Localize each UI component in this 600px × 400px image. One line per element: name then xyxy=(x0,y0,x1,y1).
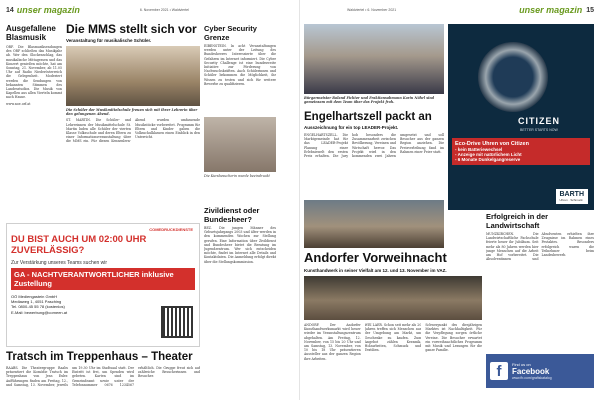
article-photo xyxy=(66,46,200,106)
photo-caption: Bürgermeister Roland Fichter und Fraktionsobmann Karin Nöhrl sind gemeinsam mit dem Team über das Projekt froh. xyxy=(304,96,435,105)
article-subtitle: Ausszeichnung für ein top LEADER-Projekt. xyxy=(304,125,399,130)
facebook-box[interactable] xyxy=(486,354,594,388)
market-photo xyxy=(304,200,444,248)
qr-code-icon[interactable] xyxy=(163,308,191,336)
right-page-header xyxy=(302,0,594,20)
article-photo xyxy=(304,276,482,320)
article-title: Ausgefallene Blasmusik xyxy=(6,24,56,42)
article-body: Schwerpunkt des diesjährigen Marktes ist Nachhaltigkeit. Für die Verpflegung sorgen örtliche Vereine. Die Besucher erwartet ein vorweihnachtliches Programm mit Musik und Lesungen für die ganze Familie. xyxy=(425,323,483,353)
ad-feature: Eco-Drive Uhren von Citizen xyxy=(455,141,529,147)
tratsch-article xyxy=(6,350,200,398)
article-title: Zivildienst oder Bundesheer? xyxy=(204,206,260,224)
shop-subtitle: Uhren · Schmuck xyxy=(559,198,583,202)
page-number: 15 xyxy=(586,6,594,14)
article-title: Engelhartszell packt an xyxy=(304,111,432,123)
ad-feature: - Anzeige mit natürlichem Licht xyxy=(455,152,522,157)
article-body: ENGELHARTSZELL. Die Marktgemeinde hat für das LEADER-Projekt Planung einer Erlebniswelt den ersten Preis erhalten. Die Jury hob besonders die Zusammenarbeit zwischen Bevölkerung, Vereinen und Wirtschaft hervor. Das Projekt wird in den kommenden zwei Jahren umgesetzt und soll Besucher aus der ganzen Region anziehen. Die Preisverleihung fand im Rahmen einer Feier statt. xyxy=(304,133,444,159)
article-body: ORF. Die Blasmusiksendungen des ORF schließen das Musikjahr ab. Wer den Glockenschlag, das musikalische Mittagessen und das Konzert genießen möchte, hat am Sonntag, 21. November, ab 11.05 Uhr auf Radio Niederösterreich die Gelegenheit. Moderiert werden die Sendungen von bekannten Stimmen des Landesstudios. Die Musik von Kapellen aus allen Vierteln kommt nach Hause. xyxy=(6,45,62,100)
facebook-url[interactable]: www.fb.com/grafiskatalog xyxy=(512,376,552,380)
ad-feature: - kein Batteriewechsel xyxy=(455,147,503,152)
article-subtitle: Kunsthandwerk in seiner Vielfalt am 12. und 13. November im VAZ. xyxy=(304,268,447,273)
zivildienst-article xyxy=(204,206,276,396)
article-title: Cyber Security Grenze xyxy=(204,24,257,42)
magazine-logo: unser magazin xyxy=(16,5,80,15)
shop-name: BARTH xyxy=(559,191,584,198)
cyber-article xyxy=(204,24,276,200)
ad-position: GA - NACHTVERANTWORTLICHER inklusive Zustellung xyxy=(11,268,195,290)
shop-logo xyxy=(556,189,589,204)
watch-photo xyxy=(478,42,548,112)
watch-ad xyxy=(448,24,594,210)
article-body: EIBENSTEIN. In acht Veranstaltungen werden unter der Leitung des Bundesheeres Interessierte über die Gefahren im Internet informiert. Die Cyber Security Challenge ist eine bundesweite Initiative zur Förderung von Nachwuchskräften. Auch Schülerinnen und Schüler bekommen die Möglichkeit, ihr Wissen zu testen und sich für weitere Bewerbe zu qualifizieren. xyxy=(204,44,276,86)
ad-intro: Zur Verstärkung unseres Teams suchen wir xyxy=(11,260,108,266)
group-photo xyxy=(304,24,444,94)
job-ad xyxy=(6,223,200,347)
page-number: 14 xyxy=(6,6,14,14)
article-photo xyxy=(204,117,276,172)
article-body: BEZ. Die jungen Männer des Geburtsjahrgangs 2003 und älter werden in den kommenden Wochen zur Stellung gerufen. Eine Information über Zivildienst und Bundesheer bietet die Beratung im Jugendzentrum. Wer sich entscheiden möchte, findet im Internet alle Details und Kontaktdaten. Die Anmeldung erfolgt direkt über die Stellungskommission. xyxy=(204,226,276,264)
ad-tagline: BETTER STARTS NOW xyxy=(520,128,558,132)
page-gutter xyxy=(299,0,300,400)
photo-caption: Die Schüler der Musikmittelschule freuen sich mit ihrer Lehrerin über den gelungenen Abend. xyxy=(66,108,198,117)
article-body: MÜNZKIRCHEN. Die Landwirtschaftliche Fachschule feierte heuer ihr Jubiläum. Seit mehr als 80 Jahren werden hier junge Menschen auf die Arbeit am Hof vorbereitet. Die Absolventinnen und Absolventen erhielten ihre Zeugnisse im Rahmen eines Festaktes. Besonders erfolgreich waren die Teilnehmer beim Landesbewerb. xyxy=(486,232,594,262)
article-body: WEI LAER. Schon seit mehr als 20 Jahren treffen sich Menschen aus der Umgebung am Markt, um Geschenke zu kaufen. Zum Angebot zählen Keramik, Holzarbeiten, Schmuck und Textilien. xyxy=(364,323,422,353)
landwirtschaft-article xyxy=(486,212,594,398)
ad-brand: CITIZEN xyxy=(518,116,560,126)
article-title: Die MMS stellt sich vor xyxy=(66,22,197,36)
ad-feature: - 6 Monate Dunkelgangreserve xyxy=(455,157,521,162)
article-title: Tratsch im Treppenhaus – Theater xyxy=(6,351,193,363)
article-columns xyxy=(304,323,482,383)
magazine-logo: unser magazin xyxy=(519,5,583,15)
facebook-label: Facebook xyxy=(512,367,550,376)
left-page-header xyxy=(6,0,306,20)
article-body: ANDORF. Der Andorfer Kunsthandwerksmarkt wird heuer wieder im Veranstaltungszentrum abgehalten. Am Freitag, 12. November, von 15 bis 20 Uhr und am Samstag, 13. November, von 10 bis 18 Uhr präsentieren Aussteller aus der ganzen Region ihre Arbeiten. xyxy=(304,323,361,361)
blasmusik-article xyxy=(6,24,62,220)
mms-article xyxy=(66,22,200,222)
ad-address: OÖ Mediengastein GmbH Mediaweg 1, 4051 Pasching Tel. 0800-45 55 78 (kostenlos) E-Mail: bewerbung@comeen.at xyxy=(11,294,68,315)
article-body: ST. MARTIN. Die Schüler- und Lehrerinnen der Musikmittelschule St. Martin luden alle Schüler der vierten Klasse Volksschule und deren Eltern zu einer Informationsveranstaltung über die MMS ein. Für diesen Kennenlern-Abend wurden umfassende Musikstücke vorbereitet. Programm für Eltern und Kinder gaben die Volksschulklassen einen Einblick in den Unterricht. xyxy=(66,118,200,144)
ad-headline: DU BIST AUCH UM 02:00 UHR ZUVERLÄSSIG? xyxy=(11,234,147,256)
ad-brand: COMEDRUCKDIENSTE xyxy=(149,227,193,232)
header-date: 6. November 2021 • Waldviertel xyxy=(139,8,189,12)
ad-feature-list xyxy=(452,138,590,165)
article-subtitle: Veranstaltung für musikalische Schüler. xyxy=(66,38,152,43)
article-link[interactable]: www.noe.orf.at xyxy=(6,101,31,106)
article-body: RAABS. Die Theatergruppe Raabs präsentiert die Komödie Tratsch im Treppenhaus von Jens Exler. Aufführungen finden am Freitag, 12., und Samstag, 13. November, jeweils um 19.30 Uhr im Stadtsaal statt. Der Eintritt ist frei, um Spenden wird gebeten. Karten sind im Gemeindeamt sowie unter der Telefonnummer 0676 1234567 erhältlich. Die Gruppe freut sich auf zahlreiche Besucherinnen und Besucher. xyxy=(6,366,200,387)
andorfer-article xyxy=(304,250,482,398)
article-title: Erfolgreich in der Landwirtschaft xyxy=(486,212,549,230)
facebook-prefix: Find us on xyxy=(512,362,531,367)
facebook-icon: f xyxy=(490,362,508,380)
header-date: Waldviertel • 6. November 2021 xyxy=(347,8,397,12)
photo-caption: Die Kursbesucherin wurde beeindruckt xyxy=(204,174,270,178)
article-title: Andorfer Vorweihnacht xyxy=(304,250,447,265)
